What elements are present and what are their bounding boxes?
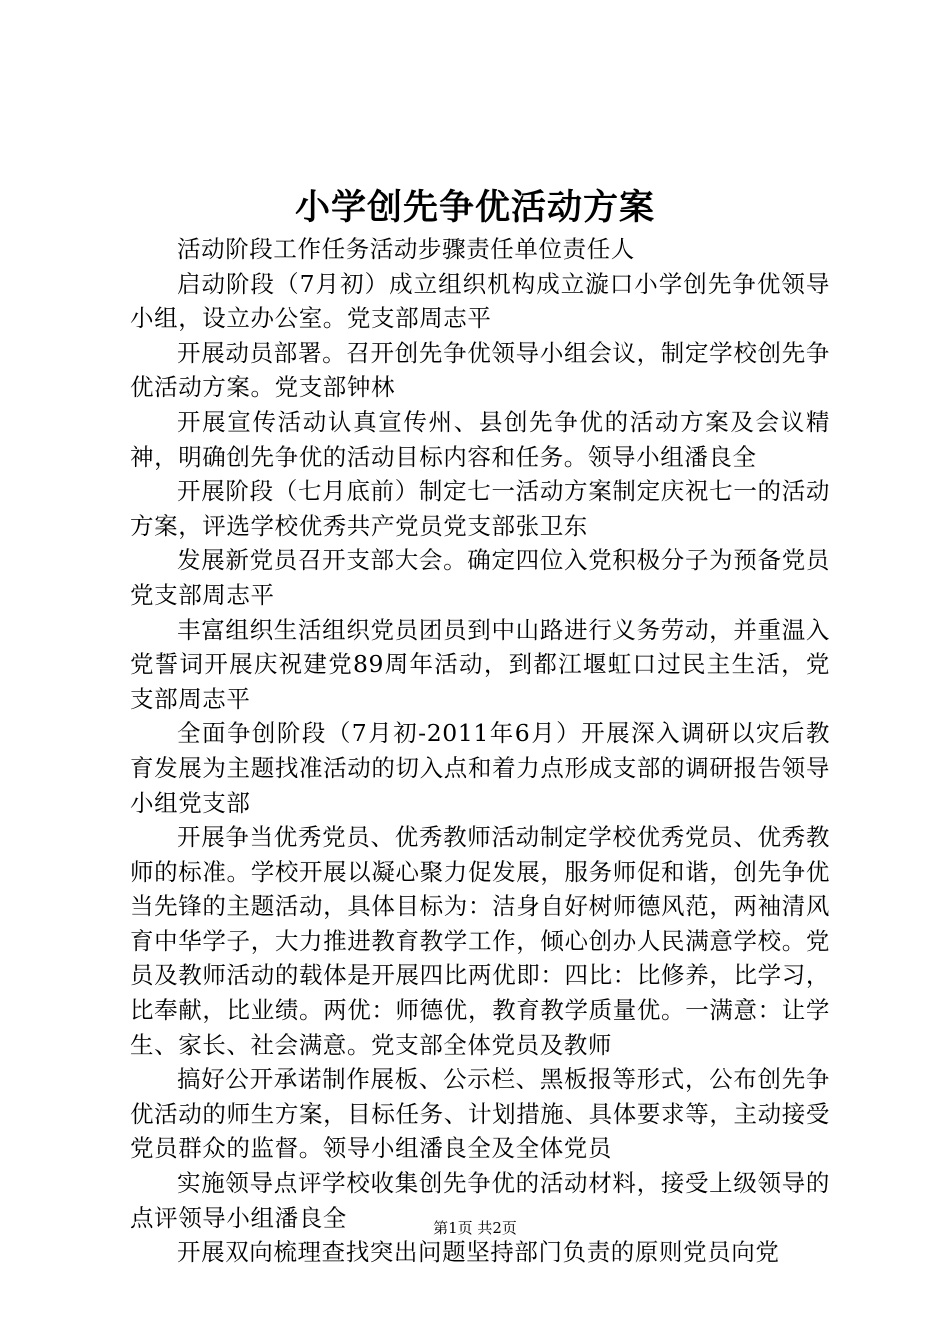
document-body [130,232,830,1270]
paragraph: 全面争创阶段（7月初-2011年6月）开展深入调研以灾后教育发展为主题找准活动的切入点和着力点形成支部的调研报告领导小组党支部 [130,719,830,817]
paragraph: 丰富组织生活组织党员团员到中山路进行义务劳动，并重温入党誓词开展庆祝建党89周年活动，到都江堰虹口过民主生活，党支部周志平 [130,615,830,713]
paragraph: 开展动员部署。召开创先争优领导小组会议，制定学校创先争优活动方案。党支部钟林 [130,338,830,402]
paragraph: 实施领导点评学校收集创先争优的活动材料，接受上级领导的点评领导小组潘良全 [130,1169,830,1232]
paragraph: 搞好公开承诺制作展板、公示栏、黑板报等形式，公布创先争优活动的师生方案，目标任务、计划措施、具体要求等，主动接受党员群众的监督。领导小组潘良全及全体党员 [130,1065,830,1163]
paragraph: 启动阶段（7月初）成立组织机构成立漩口小学创先争优领导小组，设立办公室。党支部周志平 [130,269,830,333]
paragraph: 活动阶段工作任务活动步骤责任单位责任人 [177,235,635,263]
paragraph: 开展宣传活动认真宣传州、县创先争优的活动方案及会议精神，明确创先争优的活动目标内容和任务。领导小组潘良全 [130,407,830,471]
paragraph: 开展双向梳理查找突出问题坚持部门负责的原则党员向党 [177,1238,780,1267]
paragraph: 开展阶段（七月底前）制定七一活动方案制定庆祝七一的活动方案，评选学校优秀共产党员党支部张卫东 [130,477,830,540]
page-number-footer: 第1页 共2页 [433,1219,517,1237]
document-title: 小学创先争优活动方案 [294,187,655,228]
paragraph: 开展争当优秀党员、优秀教师活动制定学校优秀党员、优秀教师的标准。学校开展以凝心聚力促发展，服务师促和谐，创先争优当先锋的主题活动，具体目标为：洁身自好树师德风范，两袖清风育中华学子，大力推进教育教学工作，倾心创办人民满意学校。党员及教师活动的载体是开展四比两优即：四比：比修养，比学习，比奉献，比业绩。两优：师德优，教育教学质量优。一满意：让学生、家长、社会满意。党支部全体党员及教师 [130,823,830,1059]
paragraph: 发展新党员召开支部大会。确定四位入党积极分子为预备党员党支部周志平 [130,546,830,609]
